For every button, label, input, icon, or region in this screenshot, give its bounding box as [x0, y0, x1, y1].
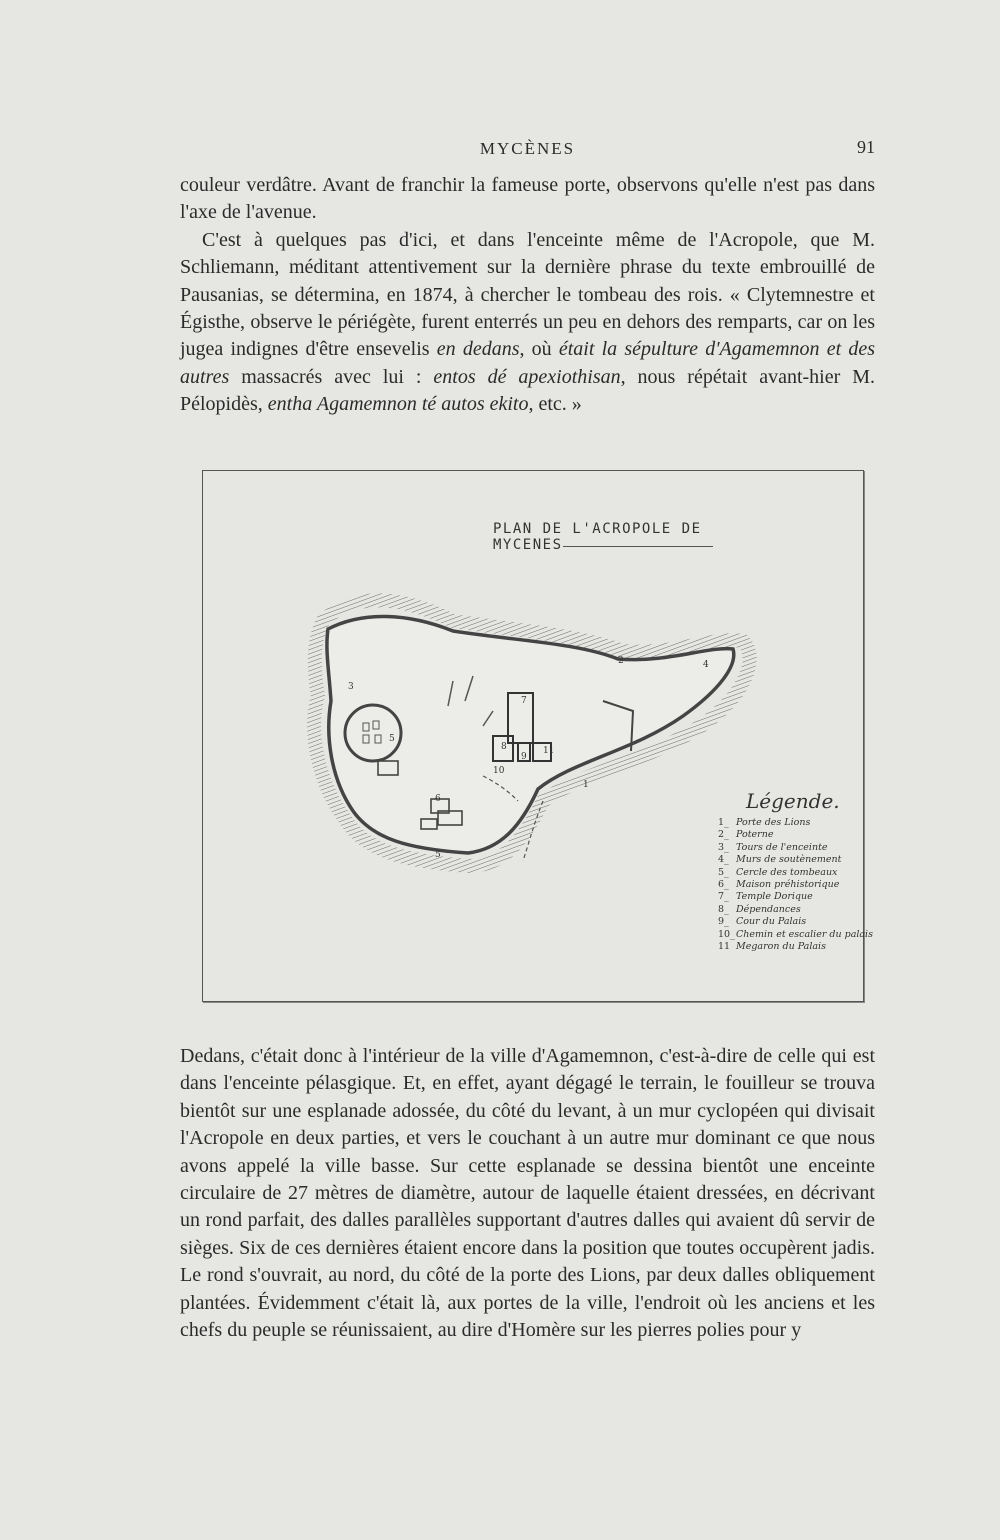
legend-list	[718, 817, 873, 953]
legend-number: 7_	[718, 891, 729, 903]
legend-number: 11	[718, 941, 731, 953]
legend-text: Murs de soutènement	[736, 854, 842, 866]
map-label: 4	[703, 660, 709, 670]
page-number: 91	[857, 137, 875, 157]
legend-number: 5_	[718, 866, 729, 878]
paragraph-2-italic-4: entha Agamemnon té autos ekito	[267, 393, 529, 416]
legend-item	[718, 941, 868, 953]
legend-number: 2_	[718, 829, 729, 841]
paragraph-2	[180, 227, 875, 419]
legend-text: Tours de l'enceinte	[736, 841, 828, 853]
legend-text: Poterne	[736, 829, 774, 841]
legend-item	[718, 916, 868, 928]
paragraph-2-text-d: , nous répétait avant-hier M. Pélopidès,	[180, 365, 876, 416]
legend-number: 10_	[718, 928, 735, 940]
top-text-block	[180, 172, 875, 419]
legend-number: 4_	[718, 854, 729, 866]
paragraph-1: couleur verdâtre. Avant de franchir la fameuse porte, observons qu'elle n'est pas dans l'axe de l'avenue.	[180, 174, 875, 224]
map-label: 10	[493, 766, 505, 776]
map-label: 5	[389, 734, 395, 744]
paragraph-2-italic-1: en dedans	[436, 338, 520, 361]
paragraph-2-italic-3: entos dé apexiothisan	[433, 365, 621, 388]
map-label: 8	[501, 742, 507, 752]
legend-text: Porte des Lions	[736, 817, 811, 828]
legend-item	[718, 842, 868, 854]
paragraph-2-text-e: , etc. »	[528, 393, 582, 416]
figure-title: PLAN DE L'ACROPOLE DE MYCENES	[493, 521, 702, 553]
page-header	[180, 135, 875, 165]
map-label: 2	[618, 656, 624, 666]
legend-item	[718, 817, 868, 829]
legend-item	[718, 829, 868, 841]
map-label: 6	[435, 794, 441, 804]
paragraph-2-text-b: , où	[519, 338, 559, 361]
legend-text: Maison préhistorique	[736, 879, 840, 891]
paragraph-2-text-c: massacrés avec lui :	[229, 365, 434, 388]
map-label: 3	[348, 682, 354, 692]
legend-number: 8_	[718, 903, 729, 915]
map-label: 5	[435, 850, 441, 860]
legend-number: 9_	[718, 916, 729, 928]
paragraph-2-text-a: C'est à quelques pas d'ici, et dans l'enceinte même de l'Acropole, que M. Schliemann, méditant attentivement sur la dernière phrase du texte embrouillé de Pausanias, se détermina, en 1874, à chercher le tombeau des rois. « Clytemnestre et Égisthe, observe le périégète, furent enterrés un peu en dehors des remparts, car on les jugea indignes d'être ensevelis	[180, 228, 875, 361]
paragraph-2-italic-2: était la sépulture d'Agamemnon et des autres	[180, 338, 875, 388]
legend-text: Cercle des tombeaux	[736, 866, 838, 878]
legend-number: 1_	[718, 817, 729, 828]
legend-title: Légende.	[746, 789, 840, 813]
legend-item	[718, 891, 868, 903]
map-label: 7	[521, 696, 527, 706]
legend-text: Temple Dorique	[736, 891, 813, 903]
acropolis-plan-figure	[202, 470, 873, 1002]
running-head: MYCÈNES	[479, 139, 576, 158]
legend-item	[718, 879, 868, 891]
legend-number: 6_	[718, 879, 729, 891]
legend-item	[718, 904, 868, 916]
legend	[718, 789, 873, 953]
bottom-text-block	[180, 1043, 875, 1344]
map-label: 11	[543, 746, 555, 756]
legend-item	[718, 867, 868, 879]
legend-text: Cour du Palais	[736, 916, 807, 928]
map-label: 9	[521, 752, 527, 762]
legend-item	[718, 854, 868, 866]
legend-item	[718, 928, 873, 941]
legend-text: Dépendances	[736, 903, 801, 915]
legend-text: Megaron du Palais	[736, 941, 826, 953]
legend-number: 3_	[718, 841, 729, 853]
paragraph-3: Dedans, c'était donc à l'intérieur de la ville d'Agamemnon, c'est-à-dire de celle qui est dans l'enceinte pélasgique. Et, en effet, ayant dégagé le terrain, le fouilleur se trouva bientôt sur une esplanade adossée, du côté du levant, à un mur cyclopéen qui divisait l'Acropole en deux parties, et vers le couchant à un autre mur dominant ce que nous avons appelé la ville basse. Sur cette esplanade se dessina bientôt une enceinte circulaire de 27 mètres de diamètre, autour de laquelle étaient dressées, en décrivant un rond parfait, des dalles parallèles supportant d'autres dalles qui avaient dû servir de sièges. Six de ces dernières étaient encore dans la position que toutes occupèrent jadis. Le rond s'ouvrait, au nord, du côté de la porte des Lions, par deux dalles obliquement plantées. Évidemment c'était là, aux portes de la ville, l'endroit où les anciens et les chefs du peuple se réunissaient, au dire d'Homère sur les pierres polies pour y	[180, 1045, 875, 1342]
legend-text: Chemin et escalier du palais	[736, 928, 873, 940]
map-label: 1	[583, 780, 589, 790]
